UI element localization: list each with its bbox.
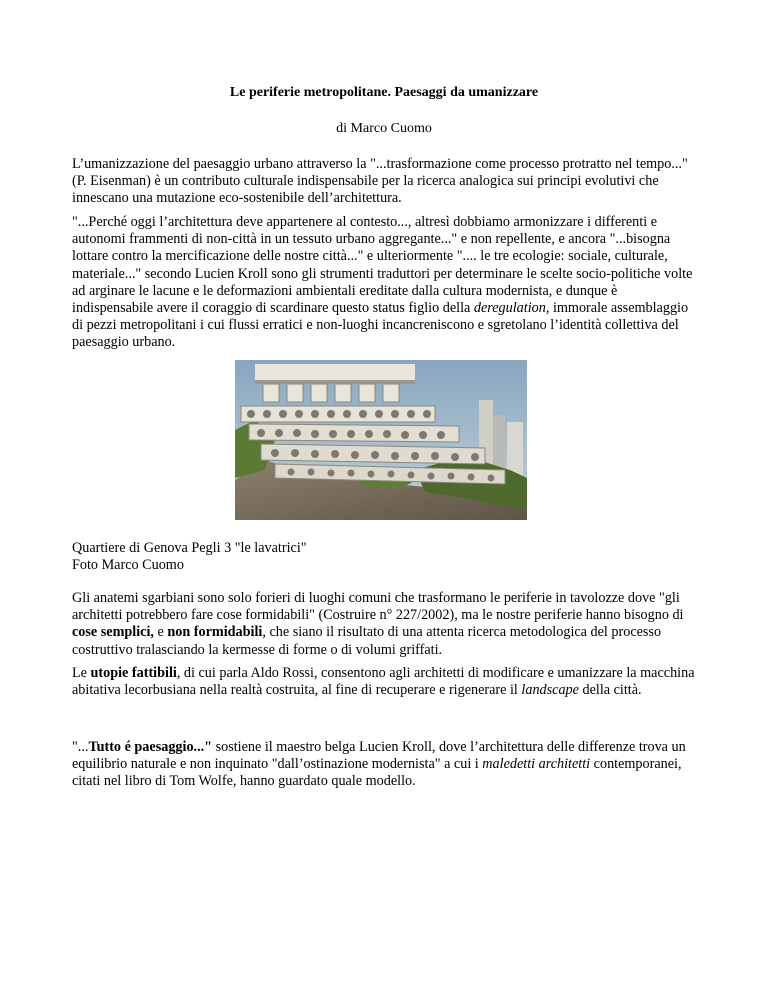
paragraph-kroll-part1: "...Perché oggi l’architettura deve appartenere al contesto..., altresì dobbiamo armonizzare i differenti e autonomi frammenti di non-città in un tessuto urbano aggregante..." e non repellente, e ancora "...bisogna lottare contro la mercificazione delle nostre città..." e ulteriormente ".... le tre ecologie: sociale, culturale, materiale..." secondo Lucien Kroll sono gli strumenti traduttori per determinare le scelte socio-politiche volte ad arginare le lacune e le deformazioni ambientali ereditate dalla cultura modernista, e dunque è indispensabile avere il coraggio di scardinare questo status figlio della xyxy=(72,214,693,317)
photo-caption xyxy=(72,540,307,574)
maledetti-architetti-term: maledetti architetti xyxy=(482,756,591,773)
photo-genova-pegli xyxy=(235,360,527,520)
paragraph-tutto-part3: contemporanei, citati nel libro di Tom Wolfe, hanno guardato quale modello. xyxy=(72,756,682,790)
paragraph-rossi-part3: della città. xyxy=(578,682,642,699)
paragraph-intro-text: L’umanizzazione del paesaggio urbano attraverso la "...trasformazione come processo protratto nel tempo..." (P. Eisenman) è un contributo culturale indispensabile per la ricerca analogica sui principi evolutivi che innescano una mutazione eco-sostenibile dell’architettura. xyxy=(72,156,688,207)
caption-line-location: Quartiere di Genova Pegli 3 "le lavatrici" xyxy=(72,540,307,556)
paragraph-sgarbi xyxy=(72,590,696,659)
paragraph-sgarbi-text xyxy=(72,590,696,659)
paragraph-kroll-part2: , immorale assemblaggio di pezzi metropolitani i cui flussi erratici e non-luoghi incancreniscono e sgretolano l’identità collettiva del paesaggio urbano. xyxy=(72,300,689,351)
bold-utopie-fattibili: utopie fattibili xyxy=(90,665,177,681)
caption-line-credit: Foto Marco Cuomo xyxy=(72,557,184,574)
paragraph-rossi-part2: , di cui parla Aldo Rossi, consentono agli architetti di modificare e umanizzare la macchina abitativa lecorbusiana nella realtà costruita, al fine di recuperare e rigenerare il xyxy=(72,665,695,699)
paragraph-sgarbi-part1: Gli anatemi sgarbiani sono solo forieri di luoghi comuni che trasformano le periferie in tavolozze dove "gli architetti potrebbero fare cose formidabili" (Costruire n° 227/2002), ma le nostre periferie hanno bisogno di xyxy=(72,590,684,624)
bold-tutto-paesaggio: Tutto é paesaggio..." xyxy=(88,739,213,755)
paragraph-tutto-part2: sostiene il maestro belga Lucien Kroll, dove l’architettura delle differenze trova un equilibrio naturale e non inquinato "dall’ostinazione modernista" a cui i xyxy=(72,739,686,773)
paragraph-kroll xyxy=(72,214,696,352)
paragraph-tutto-part1: "... xyxy=(72,739,89,755)
paragraph-tutto-paesaggio xyxy=(72,739,696,791)
document-title: Le periferie metropolitane. Paesaggi da umanizzare xyxy=(229,85,539,100)
bold-non-formidabili: non formidabili xyxy=(167,624,263,641)
paragraph-rossi-text xyxy=(72,665,696,699)
paragraph-intro xyxy=(72,156,696,208)
deregulation-term: deregulation xyxy=(473,300,546,317)
building-photo-illustration xyxy=(235,360,527,520)
bold-cose-semplici: cose semplici, xyxy=(72,624,154,641)
paragraph-rossi xyxy=(72,665,696,699)
paragraph-kroll-text xyxy=(72,214,696,352)
paragraph-tutto-paesaggio-text xyxy=(72,739,696,791)
author-line: di Marco Cuomo xyxy=(336,121,432,136)
paragraph-sgarbi-conj: e xyxy=(153,624,168,641)
landscape-term: landscape xyxy=(521,682,579,699)
paragraph-rossi-part1: Le xyxy=(72,665,91,681)
paragraph-sgarbi-part2: , che siano il risultato di una attenta ricerca metodologica del processo costruttivo tralasciando la kermesse di forme o di volumi griffati. xyxy=(72,624,662,658)
